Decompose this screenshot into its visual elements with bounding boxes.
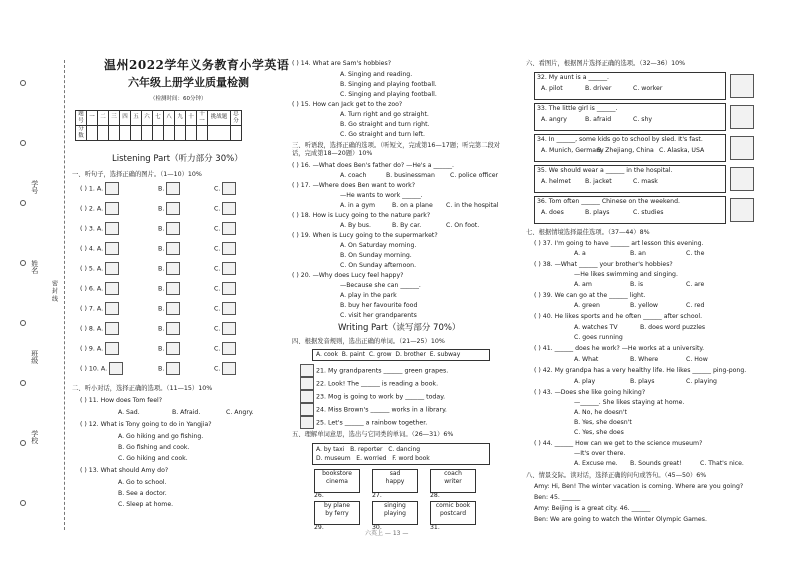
binding-hole <box>20 260 26 266</box>
q38-answer: —He likes swimming and singing. <box>574 271 678 278</box>
score-header: 题号 <box>76 111 87 126</box>
picture-icon <box>300 416 314 429</box>
q16-option-a: A. coach <box>340 172 367 179</box>
score-table <box>75 110 242 141</box>
listening-row <box>80 242 119 255</box>
q19-option-a: A. On Saturday morning. <box>340 242 417 249</box>
listening-row <box>80 342 119 355</box>
score-header: 五 <box>131 111 142 126</box>
cell-number: 26. <box>314 492 324 499</box>
bank5-f: F. word book <box>392 455 430 462</box>
category-cell <box>372 501 418 525</box>
question-15: ( ) 15. How can Jack get to the zoo? <box>292 101 403 108</box>
bank5-b: B. reporter <box>350 446 383 453</box>
section1-title: 一、听句子，选择正确的图片。（1—10）10% <box>72 171 202 178</box>
listening-option-c: C. <box>214 362 236 375</box>
picture-icon <box>105 282 119 295</box>
q38-option-b: B. is <box>630 281 644 288</box>
listening-option-c: C. <box>214 342 236 355</box>
q14-option-a: A. Singing and reading. <box>340 71 413 78</box>
picture-icon <box>105 262 119 275</box>
q11-option-a: A. Sad. <box>118 409 140 416</box>
q42-option-a: A. play <box>574 378 596 385</box>
question-38: ( ) 38. —What ______ your brother's hobbies? <box>534 261 673 268</box>
bank5-a: A. by taxi <box>316 446 345 453</box>
q20-answer-stem: —Because she can ______. <box>340 282 421 289</box>
cell-word-1: bookstore <box>322 470 352 477</box>
question-42: ( ) 42. My grandpa has a very healthy life. He likes ______ ping-pong. <box>534 367 747 374</box>
sentence-25: 25. Let's ______ a rainbow together. <box>298 416 427 429</box>
listening-option-c: C. <box>214 222 236 235</box>
option-c: C. Alaska, USA <box>659 147 705 154</box>
category-cell <box>430 469 476 493</box>
word-bank-4 <box>312 349 490 361</box>
option-b: B. plays <box>585 209 610 216</box>
option-c: C. shy <box>633 116 653 123</box>
bank4-a: A. cook <box>316 351 338 358</box>
listening-option-c: C. <box>214 282 236 295</box>
binding-strip <box>0 0 70 561</box>
option-a: A. does <box>541 209 564 216</box>
q13-option-b: B. See a doctor. <box>118 490 167 497</box>
binding-hole <box>20 80 26 86</box>
picture-icon <box>300 390 314 403</box>
picture-icon <box>105 222 119 235</box>
sentence-23: 23. Mog is going to work by ______ today. <box>298 390 445 403</box>
section4-title: 四、根据发音规则，选出正确的单词。（21—25）10% <box>292 338 445 345</box>
picture-icon <box>222 322 236 335</box>
q44-option-b: B. Sounds great! <box>630 460 682 467</box>
q43-option-a: A. No, he doesn't <box>574 409 627 416</box>
q11-option-b: B. Afraid. <box>172 409 201 416</box>
picture-icon <box>166 362 180 375</box>
listening-row <box>80 302 119 315</box>
listening-row <box>80 182 119 195</box>
picture-icon <box>222 362 236 375</box>
bank4-e: E. subway <box>429 351 461 358</box>
category-cell <box>430 501 476 525</box>
listening-option-b: B. <box>158 342 180 355</box>
q43-option-b: B. Yes, she doesn't <box>574 419 632 426</box>
q19-option-c: C. On Sunday afternoon. <box>340 262 417 269</box>
picture-icon <box>166 322 180 335</box>
listening-option-b: B. <box>158 282 180 295</box>
binding-label-name: 姓名 <box>30 260 39 274</box>
score-header: 总分 <box>231 111 242 126</box>
q15-option-c: C. Go straight and turn left. <box>340 131 426 138</box>
q44-option-a: A. Excuse me. <box>574 460 618 467</box>
listening-option-b: B. <box>158 182 180 195</box>
picture-icon <box>222 182 236 195</box>
question-16: ( ) 16. —What does Ben's father do? —He's a ______. <box>292 162 454 169</box>
row-label: ( ) 7. A. <box>80 305 104 313</box>
listening-row <box>80 282 119 295</box>
q41-option-a: A. What <box>574 356 599 363</box>
dialogue-line-3: Amy: Beijing is a great city. 46. ______ <box>534 505 651 512</box>
dialogue-line-4: Ben: We are going to watch the Winter Olympic Games. <box>534 516 707 523</box>
question-17: ( ) 17. —Where does Ben want to work? <box>292 182 416 189</box>
section2-title: 二、听小对话，选择正确的选项。（11—15）10% <box>72 385 213 392</box>
seal-dash-line <box>64 60 65 530</box>
bank4-c: C. grow <box>368 351 392 358</box>
q40-option-b: B. does word puzzles <box>640 324 706 331</box>
picture-question-box <box>534 134 726 162</box>
cell-word-1: comic book <box>435 502 471 509</box>
picture-icon <box>222 222 236 235</box>
dialogue-line-1: Amy: Hi, Ben! The winter vacation is coming. Where are you going? <box>534 483 744 490</box>
q40-option-c: C. goes running <box>574 334 623 341</box>
cell-word-1: sad <box>389 470 401 477</box>
option-c: C. worker <box>633 85 663 92</box>
cell-word-1: coach <box>444 470 462 477</box>
question-40: ( ) 40. He likes sports and he often ______ after school. <box>534 313 703 320</box>
score-header: 七 <box>153 111 164 126</box>
picture-icon <box>166 342 180 355</box>
q18-option-b: B. By car. <box>392 222 422 229</box>
q37-option-c: C. the <box>686 250 705 257</box>
cell-word-2: writer <box>444 478 462 486</box>
picture-question-text: 33. The little girl is ______. <box>537 105 618 112</box>
listening-option-c: C. <box>214 302 236 315</box>
q17-option-a: A. in a gym <box>340 202 376 209</box>
option-b: B. jacket <box>585 178 612 185</box>
q13-option-a: A. Go to school. <box>118 479 167 486</box>
picture-question-box <box>534 165 726 193</box>
cell-word-2: playing <box>384 510 406 518</box>
q38-option-c: C. are <box>686 281 705 288</box>
q41-option-b: B. Where <box>630 356 659 363</box>
section7-title: 七、根据情境选择最佳选项。（37—44）8% <box>526 229 650 236</box>
picture-icon <box>105 182 119 195</box>
score-header: 十 <box>186 111 197 126</box>
question-14: ( ) 14. What are Sam's hobbies? <box>292 60 391 67</box>
q17-option-c: C. in the hospital <box>446 202 499 209</box>
listening-option-b: B. <box>158 322 180 335</box>
listening-option-b: B. <box>158 202 180 215</box>
row-label: ( ) 5. A. <box>80 265 104 273</box>
q39-option-b: B. yellow <box>630 302 658 309</box>
listening-part-title: Listening Part（听力部分 30%） <box>112 154 243 164</box>
picture-icon <box>166 222 180 235</box>
illustration-icon <box>730 74 754 98</box>
exam-title-line2: 六年级上册学业质量检测 <box>128 76 249 89</box>
picture-icon <box>300 364 314 377</box>
q43-answer: —______. She likes staying at home. <box>574 399 685 406</box>
q16-option-c: C. police officer <box>450 172 499 179</box>
picture-question-box <box>534 103 726 131</box>
question-37: ( ) 37. I'm going to have ______ art lesson this evening. <box>534 240 704 247</box>
row-label: ( ) 10. A. <box>80 365 108 373</box>
option-a: A. angry <box>541 116 567 123</box>
question-20: ( ) 20. —Why does Lucy feel happy? <box>292 272 404 279</box>
bank5-e: E. worried <box>356 455 387 462</box>
picture-icon <box>222 342 236 355</box>
binding-label-school: 学校 <box>30 430 39 444</box>
option-a: A. helmet <box>541 178 571 185</box>
cell-number: 30. <box>372 524 382 531</box>
score-header: 九 <box>175 111 186 126</box>
q15-option-a: A. Turn right and go straight. <box>340 111 429 118</box>
question-44: ( ) 44. ______ How can we get to the science museum? <box>534 440 703 447</box>
bank5-c: C. dancing <box>388 446 421 453</box>
q20-option-b: B. buy her favourite food <box>340 302 418 309</box>
listening-row <box>80 222 119 235</box>
q12-option-a: A. Go hiking and go fishing. <box>118 433 204 440</box>
cell-number: 29. <box>314 524 324 531</box>
picture-icon <box>109 362 123 375</box>
q37-option-a: A. a <box>574 250 586 257</box>
picture-icon <box>222 282 236 295</box>
seal-line-text: 密 封 线 <box>50 280 58 302</box>
binding-label-class: 班级 <box>30 350 39 364</box>
illustration-icon <box>730 136 754 160</box>
picture-icon <box>105 202 119 215</box>
picture-icon <box>222 202 236 215</box>
q13-option-c: C. Sleep at home. <box>118 501 174 508</box>
q16-option-b: B. businessman <box>386 172 435 179</box>
question-18: ( ) 18. How is Lucy going to the nature park? <box>292 212 431 219</box>
option-a: A. pilot <box>541 85 563 92</box>
row-label: ( ) 8. A. <box>80 325 104 333</box>
writing-part-title: Writing Part（读写部分 70%） <box>338 323 461 333</box>
score-header: 挑战题 <box>208 111 231 126</box>
picture-icon <box>105 342 119 355</box>
picture-question-box <box>534 196 726 224</box>
exam-duration: （检测时间：60分钟） <box>150 96 207 102</box>
row-label: ( ) 1. A. <box>80 185 104 193</box>
picture-icon <box>105 242 119 255</box>
picture-icon <box>166 302 180 315</box>
question-13: ( ) 13. What should Amy do? <box>80 467 169 474</box>
score-header: 六 <box>142 111 153 126</box>
sentence-22: 22. Look! The ______ is reading a book. <box>298 377 438 390</box>
picture-icon <box>166 202 180 215</box>
q43-option-c: C. Yes, she does <box>574 429 624 436</box>
q18-option-a: A. By bus. <box>340 222 371 229</box>
picture-question-text: 36. Tom often ______ Chinese on the weekend. <box>537 198 680 205</box>
q44-answer: —It's over there. <box>574 450 626 457</box>
picture-icon <box>166 242 180 255</box>
option-b: B. Zhejiang, China <box>597 147 654 154</box>
picture-icon <box>166 182 180 195</box>
q17-option-b: B. on a plane <box>392 202 433 209</box>
cell-word-2: cinema <box>326 478 348 486</box>
q14-option-c: C. Singing and playing football. <box>340 91 437 98</box>
cell-word-1: by plane <box>324 502 350 509</box>
cell-number: 28. <box>430 492 440 499</box>
q14-option-b: B. Singing and playing football. <box>340 81 437 88</box>
row-label: ( ) 3. A. <box>80 225 104 233</box>
listening-option-c: C. <box>214 202 236 215</box>
sentence-21: 21. My grandparents ______ green grapes. <box>298 364 448 377</box>
illustration-icon <box>730 167 754 191</box>
score-header: 一 <box>87 111 98 126</box>
listening-row <box>80 322 119 335</box>
question-11: ( ) 11. How does Tom feel? <box>80 397 163 404</box>
q20-option-a: A. play in the park <box>340 292 397 299</box>
option-c: C. mask <box>633 178 658 185</box>
category-cell <box>314 469 360 493</box>
q11-option-c: C. Angry. <box>226 409 254 416</box>
listening-row <box>80 202 119 215</box>
question-12: ( ) 12. What is Tony going to do in Yangjia? <box>80 421 212 428</box>
picture-question-text: 35. We should wear a ______ in the hospital. <box>537 167 673 174</box>
illustration-icon <box>730 105 754 129</box>
question-43: ( ) 43. —Does she like going hiking? <box>534 389 646 396</box>
binding-hole <box>20 200 26 206</box>
cell-word-2: happy <box>385 478 405 486</box>
score-header: 三 <box>109 111 120 126</box>
cell-number: 31. <box>430 524 440 531</box>
cell-word-1: singing <box>384 502 406 509</box>
listening-option-c: C. <box>214 262 236 275</box>
row-label: ( ) 6. A. <box>80 285 104 293</box>
q17-answer-stem: —He wants to work ______. <box>340 192 423 199</box>
picture-icon <box>105 322 119 335</box>
listening-option-c: C. <box>214 322 236 335</box>
listening-option-c: C. <box>214 242 236 255</box>
section8-title: 八、情景交际。读对话，选择正确的问句或答句。（45—50）6% <box>526 472 707 479</box>
option-b: B. driver <box>585 85 612 92</box>
listening-option-b: B. <box>158 362 180 375</box>
bank4-d: D. brother <box>395 351 426 358</box>
binding-hole <box>20 440 26 446</box>
q20-option-c: C. visit her grandparents <box>340 312 417 319</box>
question-41: ( ) 41. ______ does he work? —He works at a university. <box>534 345 705 352</box>
category-cell <box>372 469 418 493</box>
score-label: 分数 <box>76 125 87 140</box>
q15-option-b: B. Go straight and turn right. <box>340 121 430 128</box>
listening-option-b: B. <box>158 242 180 255</box>
q37-option-b: B. an <box>630 250 646 257</box>
q39-option-c: C. red <box>686 302 705 309</box>
listening-row <box>80 362 123 375</box>
cell-word-2: postcard <box>439 510 467 518</box>
q18-option-c: C. On foot. <box>446 222 480 229</box>
q40-option-a: A. watches TV <box>574 324 618 331</box>
sentence-24: 24. Miss Brown's ______ works in a library. <box>298 403 447 416</box>
listening-option-b: B. <box>158 222 180 235</box>
picture-icon <box>300 377 314 390</box>
option-a: A. Munich, Germany <box>541 147 604 154</box>
dialogue-line-2: Ben: 45. ______ <box>534 494 581 501</box>
cell-number: 27. <box>372 492 382 499</box>
picture-icon <box>300 403 314 416</box>
score-header: 八 <box>164 111 175 126</box>
word-bank-5 <box>312 443 490 465</box>
binding-label-id: 学号 <box>30 180 39 194</box>
picture-question-box <box>534 72 726 100</box>
section3-title: 三、听语段，选择正确的选项。（听短文，完成第16—17题；听完第二段对话，完成第18—20题）10% <box>292 142 501 157</box>
picture-icon <box>105 302 119 315</box>
picture-question-text: 32. My aunt is a ______. <box>537 74 609 81</box>
picture-icon <box>222 302 236 315</box>
binding-hole <box>20 500 26 506</box>
question-39: ( ) 39. We can go at the ______ light. <box>534 292 646 299</box>
section5-title: 五、理解单词意思，选出与它同类的单词。（26—31）6% <box>292 431 454 438</box>
picture-icon <box>166 282 180 295</box>
listening-option-b: B. <box>158 302 180 315</box>
q12-option-c: C. Go hiking and cook. <box>118 455 188 462</box>
option-b: B. afraid <box>585 116 612 123</box>
bank5-d: D. museum <box>316 455 351 462</box>
binding-hole <box>20 320 26 326</box>
section6-title: 六、看图片，根据图片选择正确的选项。（32—36）10% <box>526 60 686 67</box>
listening-row <box>80 262 119 275</box>
listening-option-c: C. <box>214 182 236 195</box>
q19-option-b: B. On Sunday morning. <box>340 252 412 259</box>
question-19: ( ) 19. When is Lucy going to the supermarket? <box>292 232 438 239</box>
score-header: 十一 <box>197 111 208 126</box>
q42-option-c: C. playing <box>686 378 717 385</box>
score-header: 四 <box>120 111 131 126</box>
picture-question-text: 34. In ______, some kids go to school by sled. It's fast. <box>537 136 703 143</box>
listening-option-b: B. <box>158 262 180 275</box>
cell-word-2: by ferry <box>325 510 349 518</box>
binding-hole <box>20 380 26 386</box>
q39-option-a: A. green <box>574 302 600 309</box>
q42-option-b: B. plays <box>630 378 655 385</box>
row-label: ( ) 2. A. <box>80 205 104 213</box>
q12-option-b: B. Go fishing and cook. <box>118 444 190 451</box>
picture-icon <box>222 262 236 275</box>
illustration-icon <box>730 198 754 222</box>
option-c: C. studies <box>633 209 664 216</box>
row-label: ( ) 4. A. <box>80 245 104 253</box>
q38-option-a: A. am <box>574 281 592 288</box>
binding-hole <box>20 140 26 146</box>
page-footer: 六英上 — 13 — <box>365 530 409 537</box>
exam-title-line1: 温州2022学年义务教育小学英语 <box>104 58 290 72</box>
picture-icon <box>166 262 180 275</box>
score-header: 二 <box>98 111 109 126</box>
picture-icon <box>222 242 236 255</box>
row-label: ( ) 9. A. <box>80 345 104 353</box>
bank4-b: B. paint <box>341 351 366 358</box>
q44-option-c: C. That's nice. <box>700 460 744 467</box>
category-cell <box>314 501 360 525</box>
q41-option-c: C. How <box>686 356 708 363</box>
